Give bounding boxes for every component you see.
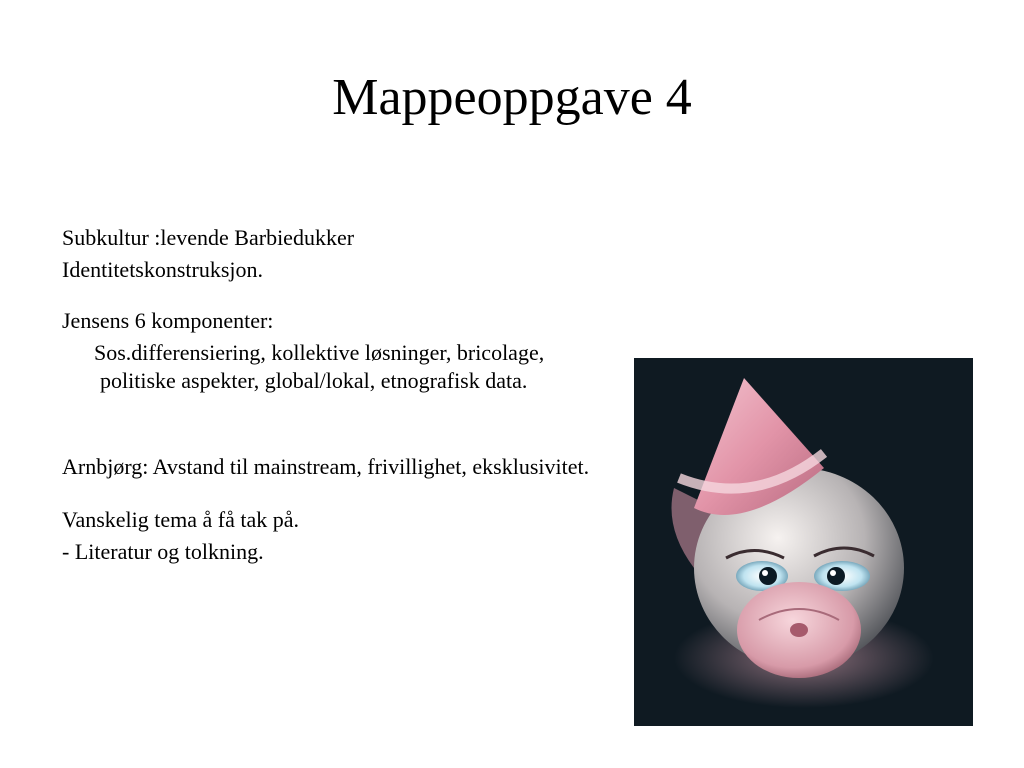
mouth [790, 623, 808, 637]
left-eye-shine [762, 570, 768, 576]
line-literatur: - Literatur og tolkning. [62, 539, 264, 564]
right-pupil [827, 567, 845, 585]
line-arnbjorg: Arnbjørg: Avstand til mainstream, frivillighet, eksklusivitet. [62, 454, 590, 479]
party-face-illustration [634, 358, 973, 726]
slide-body [62, 224, 602, 566]
party-face-image [634, 358, 973, 726]
slide-title: Mappeoppgave 4 [332, 69, 692, 126]
line-vanskelig: Vanskelig tema å få tak på. [62, 507, 300, 532]
left-pupil [759, 567, 777, 585]
line-jensen: Jensens 6 komponenter: [62, 308, 274, 333]
line-komponenter: Sos.differensiering, kollektive løsninger, bricolage, politiske aspekter, global/lokal, etnografisk data. [94, 340, 545, 393]
line-identitet: Identitetskonstruksjon. [62, 257, 264, 282]
right-eye-shine [830, 570, 836, 576]
line-subkultur: Subkultur :levende Barbiedukker [62, 225, 355, 250]
